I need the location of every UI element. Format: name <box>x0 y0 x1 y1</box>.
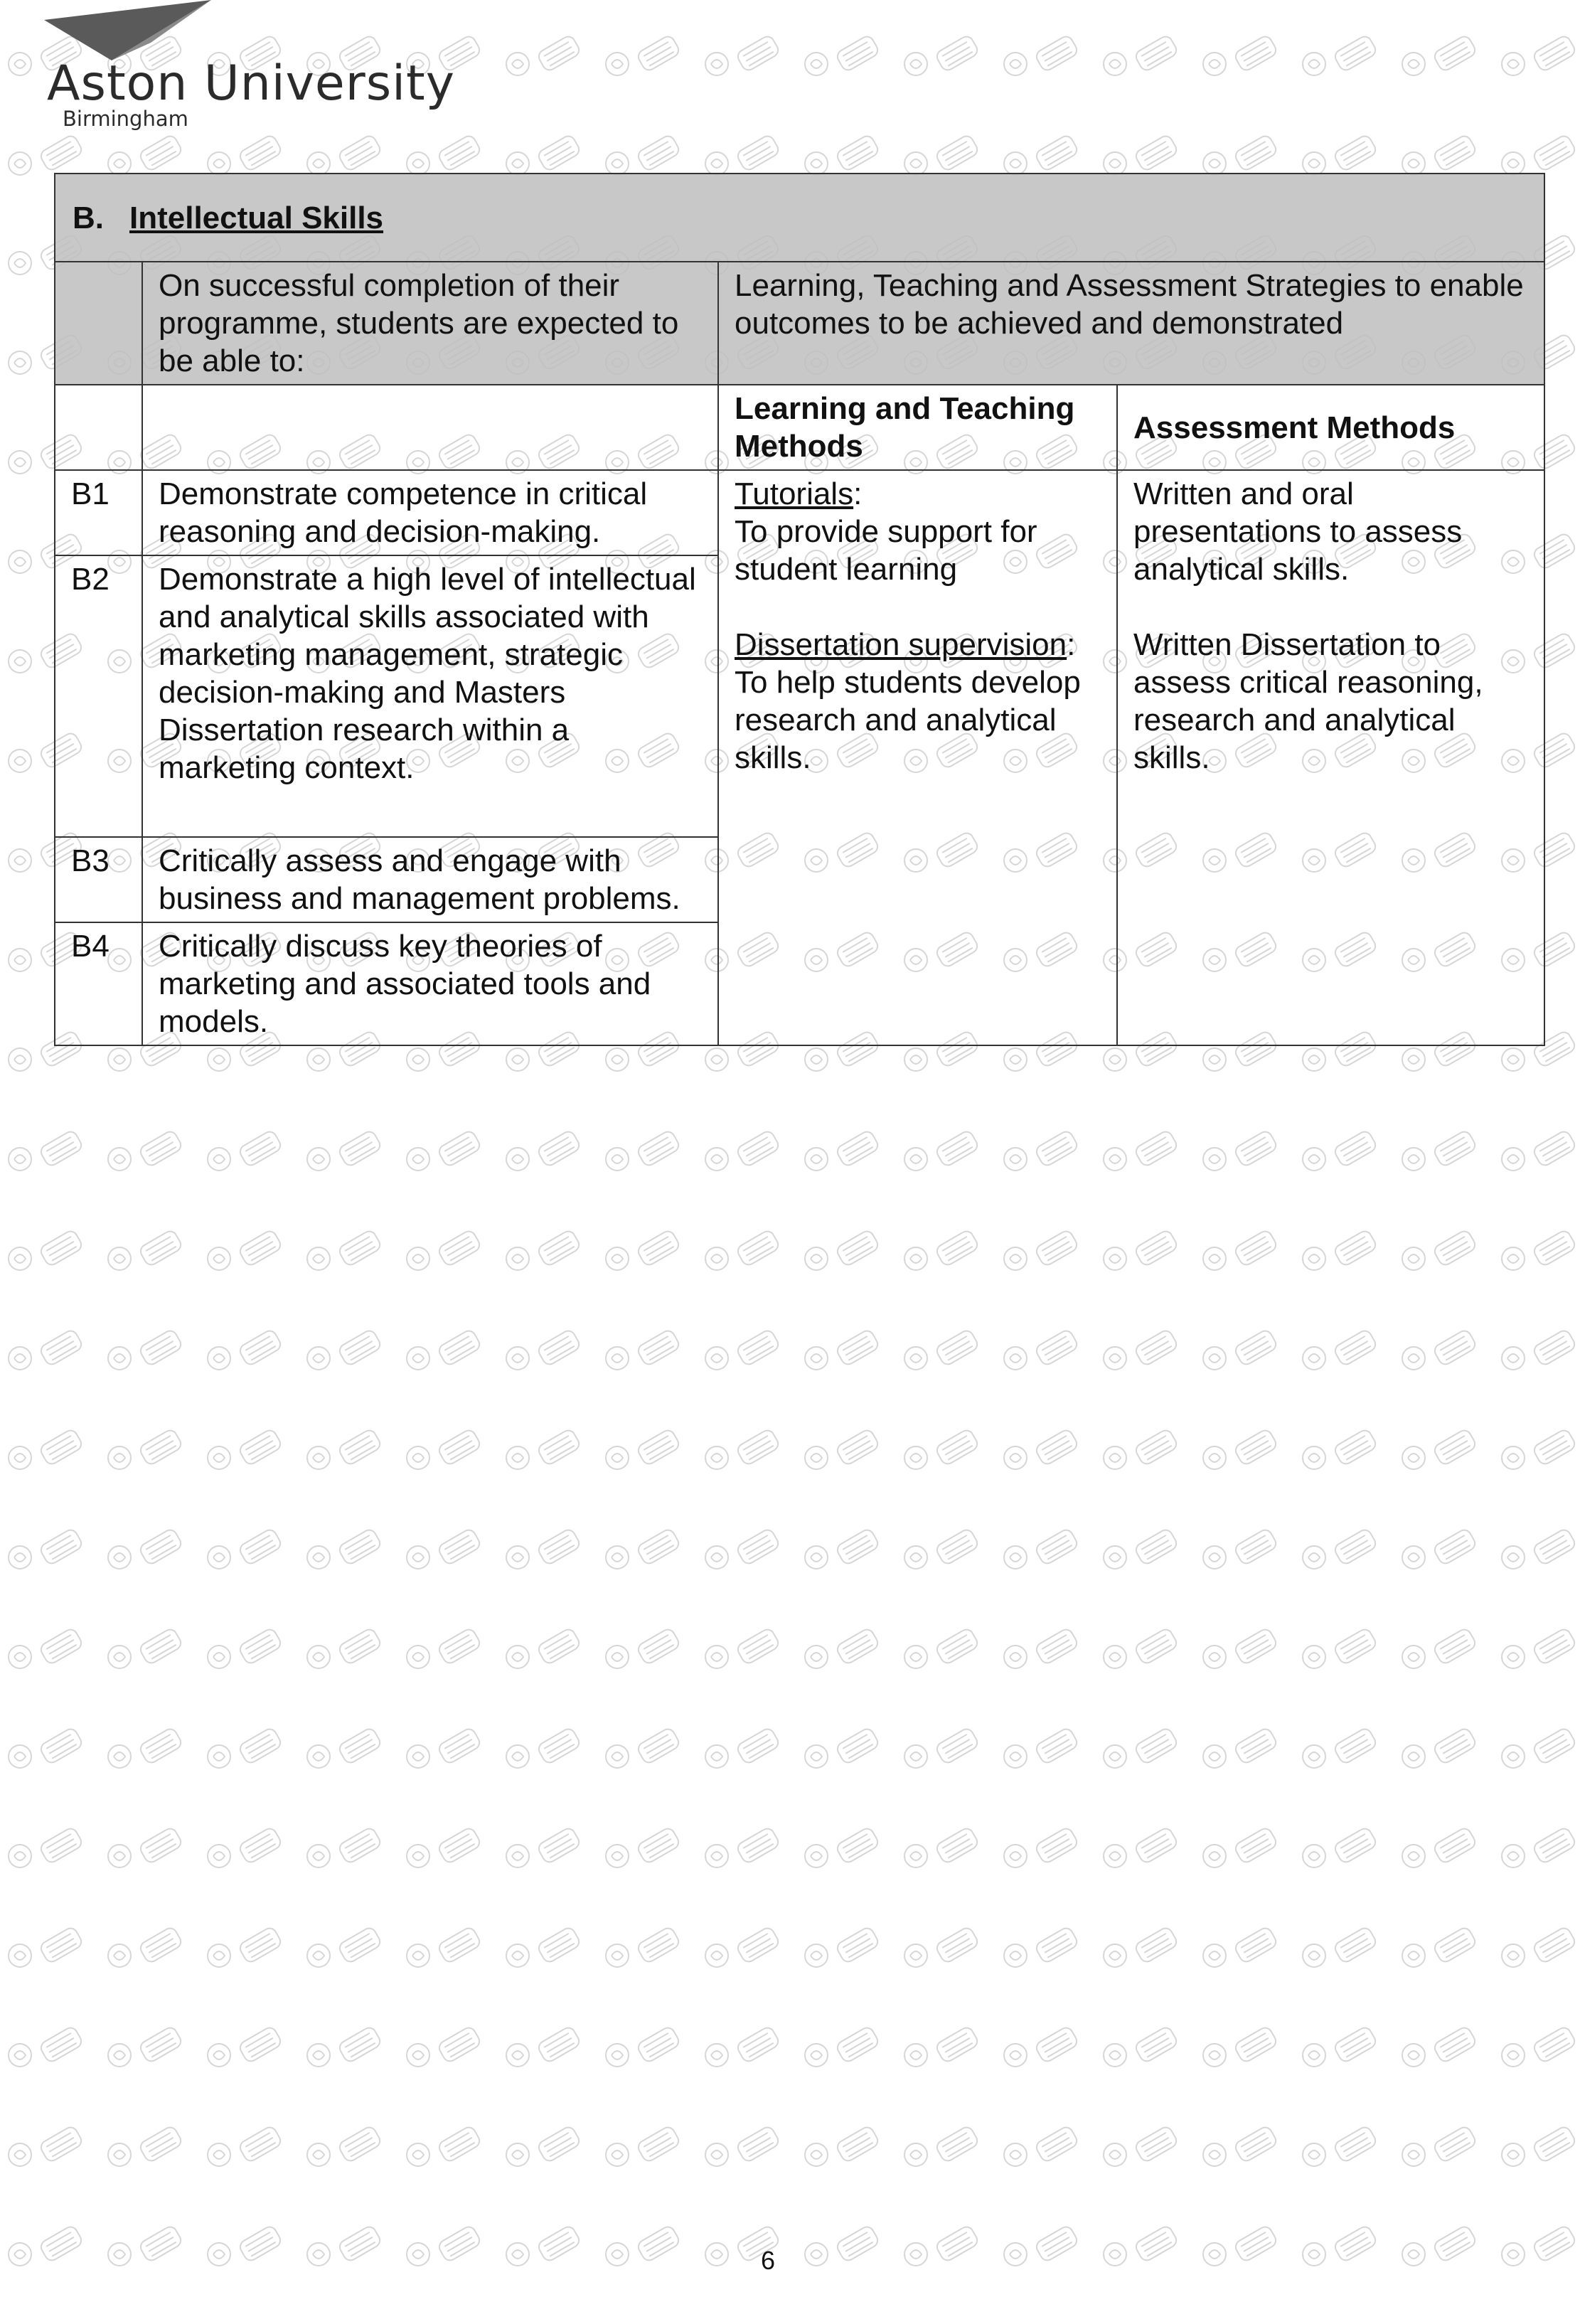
outcome-code: B4 <box>55 922 142 1045</box>
outcome-code: B3 <box>55 837 142 922</box>
section-letter: B. <box>73 200 104 235</box>
strategies-intro: Learning, Teaching and Assessment Strategies to enable outcomes to be achieved and demonstrated <box>718 262 1544 385</box>
logo-triangle-icon <box>44 0 222 64</box>
intellectual-skills-table <box>54 173 1545 1046</box>
university-location: Birmingham <box>63 107 188 131</box>
university-logo <box>44 0 499 139</box>
section-title-row <box>55 174 1544 262</box>
university-name: Aston University <box>47 55 455 112</box>
table-row <box>55 470 1544 555</box>
learning-method-heading: Tutorials <box>735 476 854 511</box>
outcome-text: Critically assess and engage with business and management problems. <box>142 837 718 922</box>
assessment-methods-cell <box>1117 470 1544 1045</box>
learning-methods-heading: Learning and Teaching Methods <box>718 385 1117 470</box>
page-number: 6 <box>760 2246 776 2275</box>
empty-code-heading <box>55 385 142 470</box>
section-title: Intellectual Skills <box>129 200 384 235</box>
outcome-text: Demonstrate competence in critical reasoning and decision-making. <box>142 470 718 555</box>
intro-code-cell <box>55 262 142 385</box>
intro-row <box>55 262 1544 385</box>
learning-method-heading: Dissertation supervision <box>735 627 1067 662</box>
assessment-methods-heading: Assessment Methods <box>1117 385 1544 470</box>
learning-methods-cell: Tutorials: To provide support for student learning Dissertation supervision: To help students develop research and analytical skills. <box>718 470 1117 1045</box>
outcome-code: B2 <box>55 555 142 837</box>
outcome-text: Critically discuss key theories of marketing and associated tools and models. <box>142 922 718 1045</box>
empty-outcome-heading <box>142 385 718 470</box>
learning-method-text: To provide support for student learning <box>735 514 1037 587</box>
outcome-text: Demonstrate a high level of intellectual and analytical skills associated with marketing management, strategic decision-making and Masters Dissertation research within a marketing context. <box>142 555 718 837</box>
column-heading-row <box>55 385 1544 470</box>
outcomes-intro: On successful completion of their programme, students are expected to be able to: <box>142 262 718 385</box>
section-title-cell <box>55 174 1544 262</box>
outcome-code: B1 <box>55 470 142 555</box>
assessment-method-text: Written Dissertation to assess critical reasoning, research and analytical skills. <box>1133 627 1483 775</box>
assessment-method-text: Written and oral presentations to assess analytical skills. <box>1133 476 1463 587</box>
learning-method-text: To help students develop research and analytical skills. <box>735 665 1081 775</box>
